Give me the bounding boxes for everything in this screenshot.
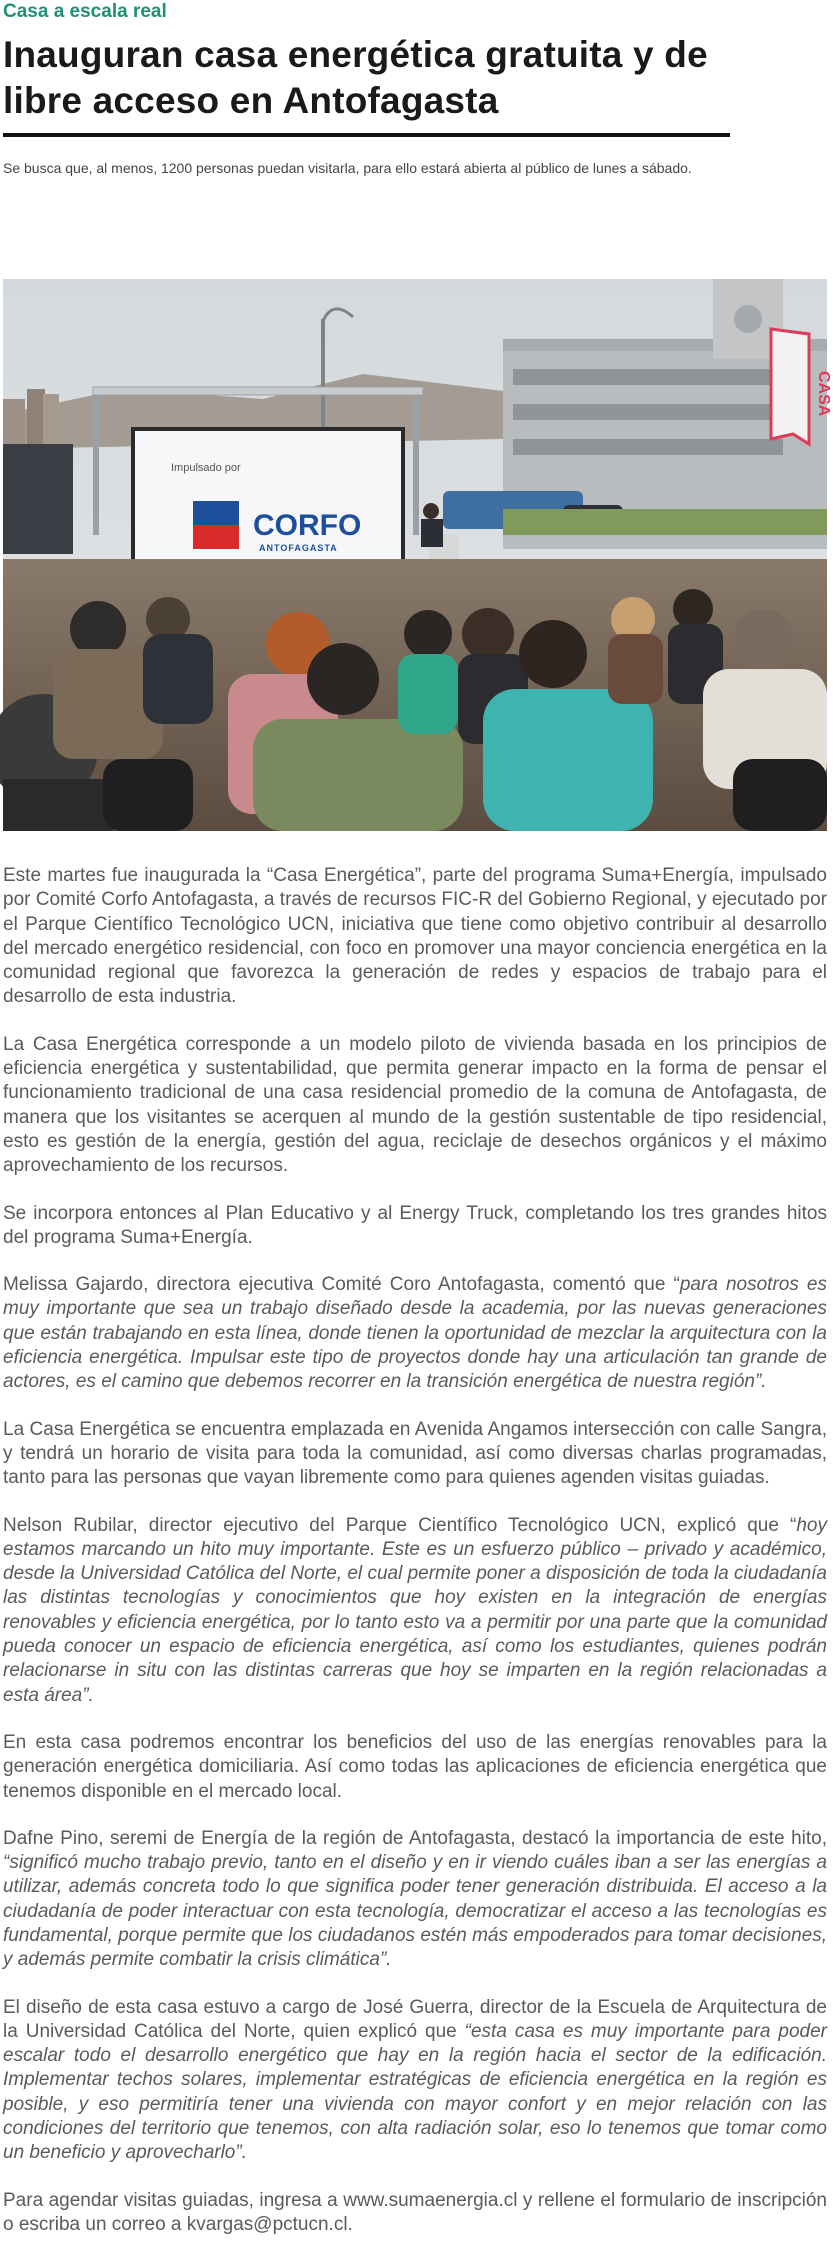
paragraph-quote: “esta casa es muy importante para poder escalar todo el desarrollo energético que hay en la región hacia el sector de la edificación. Implementar techos solares, implementar estratégicas de eficiencia energética en la región es posible, y eso permitiría tener una vivienda con mayor confort y en mejor relación con las condiciones del territorio que tenemos, con alta radiación solar, eso lo tenemos que tomar como un beneficio y aprovecharlo”.	[3, 2020, 827, 2164]
article-paragraph: Este martes fue inaugurada la “Casa Energética”, parte del programa Suma+Energía, impulsado por Comité Corfo Antofagasta, a través de recursos FIC-R del Gobierno Regional, y ejecutado por el Parque Científico Tecnológico UCN, iniciativa que tiene como objetivo contribuir al desarrollo del mercado energético residencial, con foco en promover una mayor conciencia energética en la comunidad regional que favorezca la generación de redes y espacios de trabajo para el desarrollo de esta industria.	[3, 865, 827, 1008]
article-paragraph: La Casa Energética se encuentra emplazada en Avenida Angamos intersección con calle Sangra, y tendrá un horario de visita para toda la comunidad, así como diversas charlas programadas, tanto para las personas que vayan libremente como para quienes agenden visitas guiadas.	[3, 1418, 827, 1489]
paragraph-quote: hoy estamos marcando un hito muy importante. Este es un esfuerzo público – privado y académico, desde la Universidad Católica del Norte, el cual permite poner a disposición de toda la ciudadanía las distintas tecnologías y conocimientos que hoy existen en la integración de energías renovables y eficiencia energética, por lo tanto esto va a permitir por una parte que la comunidad pueda conocer un espacio de eficiencia energética, así como los estudiantes, quienes podrán relacionarse in situ con las distintas carreras que hoy se imparten en la región relacionadas a esta área”.	[3, 1514, 827, 1706]
article-kicker: Casa a escala real	[3, 1, 167, 22]
article-paragraph	[3, 1273, 827, 1394]
title-divider	[3, 133, 730, 137]
article-paragraph: Se incorpora entonces al Plan Educativo y al Energy Truck, completando los tres grandes hitos del programa Suma+Energía.	[3, 1202, 827, 1248]
paragraph-lead: Nelson Rubilar, director ejecutivo del Parque Científico Tecnológico UCN, explicó que “	[3, 1514, 797, 1536]
paragraph-lead: Melissa Gajardo, directora ejecutiva Comité Coro Antofagasta, comentó que “	[3, 1274, 680, 1296]
article-paragraph: Para agendar visitas guiadas, ingresa a www.sumaenergia.cl y rellene el formulario de inscripción o escriba un correo a kvargas@pctucn.cl.	[3, 2189, 827, 2235]
paragraph-lead: Dafne Pino, seremi de Energía de la región de Antofagasta, destacó la importancia de este hito,	[3, 1827, 827, 1849]
paragraph-lead: El diseño de esta casa estuvo a cargo de José Guerra, director de la Escuela de Arquitectura de la Universidad Católica del Norte, quien explicó que	[3, 1996, 827, 2042]
article-paragraph	[3, 1996, 827, 2166]
article-body	[3, 864, 827, 2260]
paragraph-quote: para nosotros es muy importante que sea un trabajo diseñado desde la academia, por las nuevas generaciones que están trabajando en esta línea, donde tienen la oportunidad de mezclar la arquitectura con la eficiencia energética. Impulsar este tipo de proyectos donde hay una articulación tan grande de actores, es el camino que debemos recorrer en la transición energética de nuestra región”.	[3, 1274, 827, 1393]
article-title: Inauguran casa energética gratuita y de libre acceso en Antofagasta	[3, 34, 708, 121]
article-paragraph: La Casa Energética corresponde a un modelo piloto de vivienda basada en los principios de eficiencia energética y sustentabilidad, que permita generar impacto en la forma de pensar el funcionamiento tradicional de una casa residencial promedio de la comuna de Antofagasta, de manera que los visitantes se acerquen al mundo de la gestión sustentable de tipo residencial, esto es gestión de la energía, gestión del agua, reciclaje de desechos orgánicos y el máximo aprovechamiento de los recursos.	[3, 1033, 827, 1177]
article-summary: Se busca que, al menos, 1200 personas puedan visitarla, para ello estará abierta al público de lunes a sábado.	[3, 160, 692, 176]
article-paragraph	[3, 1827, 827, 1973]
screen-brand: CORFO	[253, 509, 362, 542]
article-photo	[3, 279, 832, 831]
paragraph-quote: “significó mucho trabajo previo, tanto en el diseño y en ir viendo cuáles iban a ser las energías a utilizar, además concreta todo lo que significa poder tener generación distribuida. El acceso a la ciudadanía de poder interactuar con esta tecnología, democratizar el acceso a las tecnologías es fundamental, porque permite que los ciudadanos estén más empoderados para tomar decisiones, y además permite combatir la crisis climática”.	[3, 1852, 827, 1971]
screen-caption: Impulsado por	[171, 462, 241, 474]
banner-text: CASA	[815, 371, 832, 417]
article-paragraph: En esta casa podremos encontrar los beneficios del uso de las energías renovables para la generación energética domiciliaria. Así como todas las aplicaciones de eficiencia energética que tenemos disponible en el mercado local.	[3, 1731, 827, 1802]
article-paragraph	[3, 1514, 827, 1708]
screen-subbrand: ANTOFAGASTA	[259, 543, 338, 553]
